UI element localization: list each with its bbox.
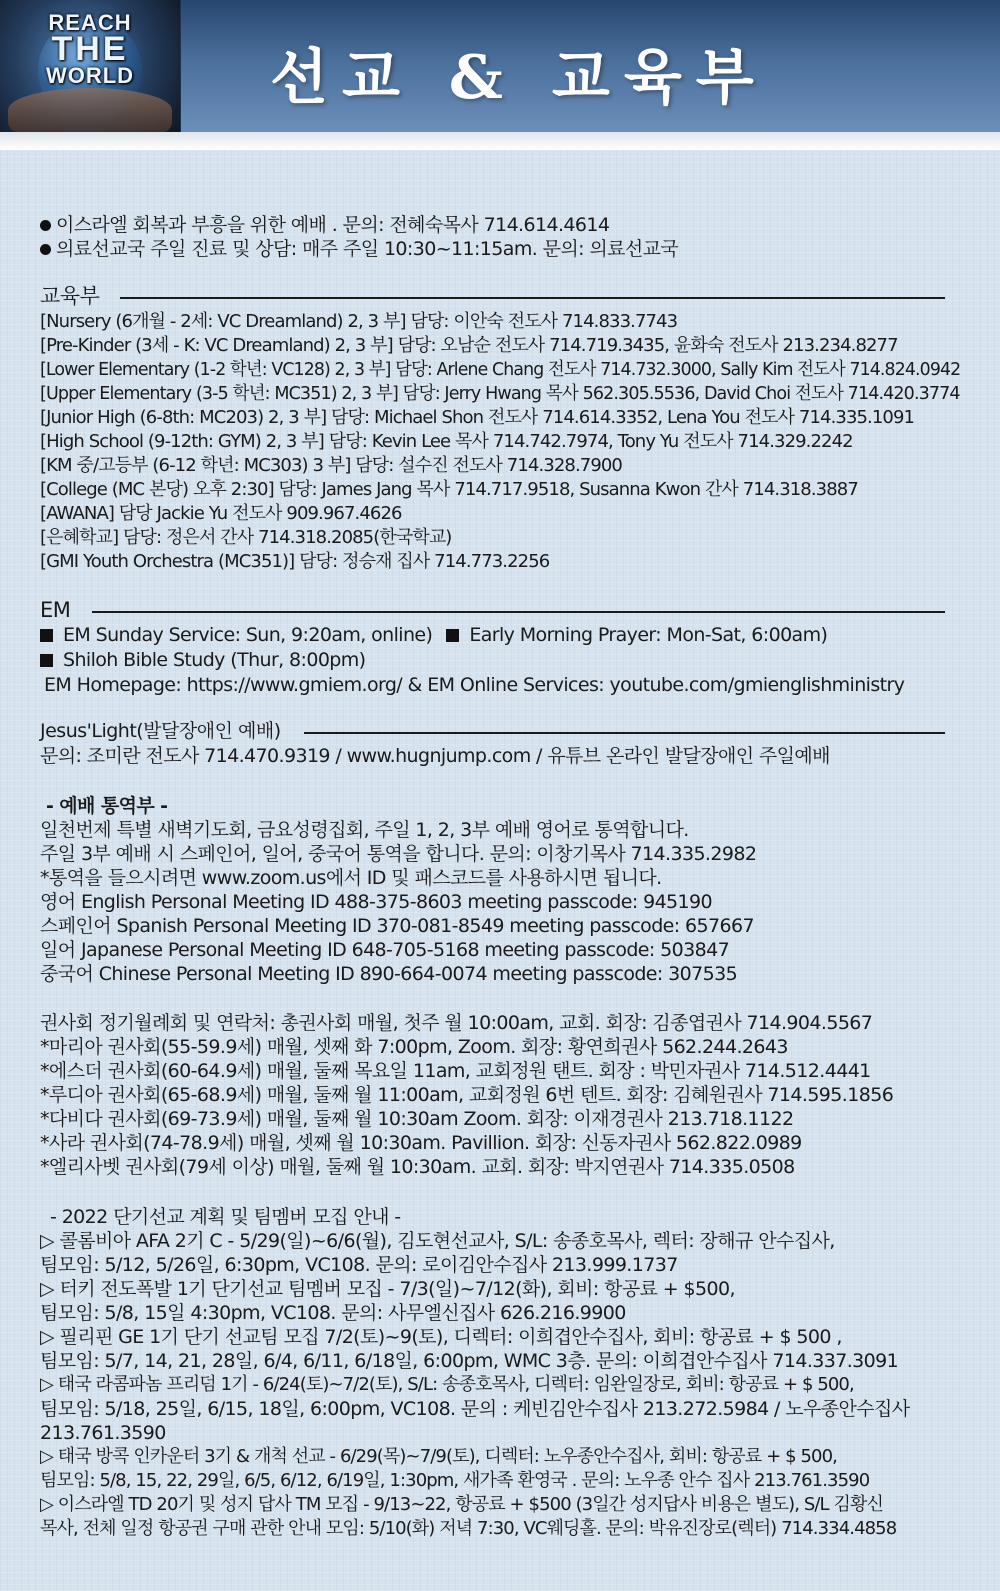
kwonsa-line: *엘리사벳 권사회(79세 이상) 매월, 둘째 월 10:30am. 교회. 회장: 박지연권사 714.335.0508: [40, 1156, 795, 1178]
mission-line: 213.761.3590: [40, 1422, 166, 1444]
kwonsa-line: 권사회 정기월례회 및 연락처: 총권사회 매월, 첫주 월 10:00am, 교회. 회장: 김종엽권사 714.904.5567: [40, 1012, 873, 1034]
mission-line: ▷ 콜롬비아 AFA 2기 C - 5/29(일)~6/6(월), 김도현선교사, S/L: 송종호목사, 렉터: 장해규 안수집사,: [40, 1230, 835, 1252]
kwonsa-line: *에스더 권사회(60-64.9세) 매월, 둘째 목요일 11am, 교회정원 탠트. 회장 : 박민자권사 714.512.4441: [40, 1060, 871, 1082]
translation-line: *통역을 들으시려면 www.zoom.us에서 ID 및 패스코드를 사용하시면 됩니다.: [40, 867, 662, 889]
logo-text-reach: REACH: [48, 10, 132, 35]
education-line: [Junior High (6-8th: MC203) 2, 3 부] 담당: Michael Shon 전도사 714.614.3352, Lena You 전도사 714.335.1091: [40, 407, 915, 428]
education-line: [KM 중/고등부 (6-12 학년: MC303) 3 부] 담당: 설수진 전도사 714.328.7900: [40, 455, 622, 476]
notice-item: 이스라엘 회복과 부흥을 위한 예배 . 문의: 전혜숙목사 714.614.4614: [40, 213, 609, 237]
header-banner: [0, 0, 1000, 132]
mission-line: ▷ 태국 라콤파놈 프리덤 1기 - 6/24(토)~7/2(토), S/L: 송종호목사, 디렉터: 임완일장로, 회비: 항공료 + $ 500,: [40, 1374, 854, 1395]
mission-title: - 2022 단기선교 계획 및 팀멤버 모집 안내 -: [50, 1206, 401, 1228]
mission-line: ▷ 필리핀 GE 1기 단기 선교팀 모집 7/2(토)~9(토), 디렉터: 이희겹안수집사, 회비: 항공료 + $ 500 ,: [40, 1326, 842, 1348]
jesus-light-section-header: [40, 719, 945, 743]
em-bible-study-row: [40, 648, 366, 672]
section-divider: [304, 732, 945, 734]
mission-line: 팀모임: 5/7, 14, 21, 28일, 6/4, 6/11, 6/18일, 6:00pm, WMC 3층. 문의: 이희겹안수집사 714.337.3091: [40, 1350, 899, 1372]
reach-the-world-logo: [0, 0, 181, 132]
translation-title: - 예배 통역부 -: [46, 795, 168, 817]
em-bible-study: Shiloh Bible Study (Thur, 8:00pm): [63, 649, 366, 671]
education-section-header: [40, 284, 945, 308]
em-section-header: [40, 598, 945, 622]
square-bullet-icon: [40, 654, 53, 667]
education-line: [AWANA] 담당 Jackie Yu 전도사 909.967.4626: [40, 503, 402, 524]
notice-item: 의료선교국 주일 진료 및 상담: 매주 주일 10:30~11:15am. 문의: 의료선교국: [40, 237, 678, 261]
em-services-row: [40, 623, 827, 647]
em-title: EM: [40, 598, 71, 622]
translation-line: 스페인어 Spanish Personal Meeting ID 370-081-8549 meeting passcode: 657667: [40, 915, 754, 937]
em-homepage: EM Homepage: https://www.gmiem.org/ & EM Online Services: youtube.com/gmienglishministry: [44, 674, 905, 696]
mission-line: 팀모임: 5/12, 5/26일, 6:30pm, VC108. 문의: 로이김안수집사 213.999.1737: [40, 1254, 678, 1276]
mission-line: 팀모임: 5/18, 25일, 6/15, 18일, 6:00pm, VC108. 문의 : 케빈김안수집사 213.272.5984 / 노우종안수집사: [40, 1398, 910, 1420]
section-divider: [120, 297, 945, 299]
translation-line: 영어 English Personal Meeting ID 488-375-8603 meeting passcode: 945190: [40, 891, 713, 913]
jesus-light-title: Jesus'Light(발달장애인 예배): [40, 720, 281, 742]
education-line: [High School (9-12th: GYM) 2, 3 부] 담당: Kevin Lee 목사 714.742.7974, Tony Yu 전도사 714.329.2242: [40, 431, 853, 452]
bullet-icon: [40, 220, 51, 231]
logo-text-the: THE: [51, 30, 129, 68]
education-line: [Pre-Kinder (3세 - K: VC Dreamland) 2, 3 부] 담당: 오남순 전도사 714.719.3435, 윤화숙 전도사 213.234.8277: [40, 335, 898, 356]
em-early-prayer: Early Morning Prayer: Mon-Sat, 6:00am): [469, 624, 828, 646]
education-line: [은혜학교] 담당: 정은서 간사 714.318.2085(한국학교): [40, 527, 452, 548]
mission-line: 팀모임: 5/8, 15, 22, 29일, 6/5, 6/12, 6/19일, 1:30pm, 새가족 환영국 . 문의: 노우종 안수 집사 213.761.3590: [40, 1470, 870, 1491]
mission-line: ▷ 이스라엘 TD 20기 및 성지 답사 TM 모집 - 9/13~22, 항공료 + $500 (3일간 성지답사 비용은 별도), S/L 김황신: [40, 1494, 883, 1515]
mission-line: ▷ 터키 전도폭발 1기 단기선교 팀멤버 모집 - 7/3(일)~7/12(화), 회비: 항공료 + $500,: [40, 1278, 735, 1300]
jesus-light-contact: 문의: 조미란 전도사 714.470.9319 / www.hugnjump.com / 유튜브 온라인 발달장애인 주일예배: [40, 745, 830, 767]
header-divider: [0, 132, 1000, 150]
education-line: [Nursery (6개월 - 2세: VC Dreamland) 2, 3 부] 담당: 이안숙 전도사 714.833.7743: [40, 311, 678, 332]
section-divider: [92, 611, 945, 613]
hands-icon: [8, 88, 172, 132]
page-title: 선교 & 교육부: [270, 43, 768, 113]
square-bullet-icon: [446, 629, 459, 642]
mission-line: 팀모임: 5/8, 15일 4:30pm, VC108. 문의: 사무엘신집사 626.216.9900: [40, 1302, 626, 1324]
kwonsa-line: *루디아 권사회(65-68.9세) 매월, 둘째 월 11:00am, 교회정원 6번 텐트. 회장: 김혜원권사 714.595.1856: [40, 1084, 894, 1106]
mission-line: ▷ 태국 방콕 인카운터 3기 & 개척 선교 - 6/29(목)~7/9(토), 디렉터: 노우종안수집사, 회비: 항공료 + $ 500,: [40, 1446, 837, 1467]
translation-line: 일어 Japanese Personal Meeting ID 648-705-5168 meeting passcode: 503847: [40, 939, 730, 961]
logo-text-world: WORLD: [45, 63, 135, 88]
translation-line: 주일 3부 예배 시 스페인어, 일어, 중국어 통역을 합니다. 문의: 이창기목사 714.335.2982: [40, 843, 757, 865]
kwonsa-line: *마리아 권사회(55-59.9세) 매월, 셋째 화 7:00pm, Zoom. 회장: 황연희권사 562.244.2643: [40, 1036, 788, 1058]
education-line: [Upper Elementary (3-5 학년: MC351) 2, 3 부] 담당: Jerry Hwang 목사 562.305.5536, David Choi 전도사 714.420.3774: [40, 383, 960, 404]
translation-line: 중국어 Chinese Personal Meeting ID 890-664-0074 meeting passcode: 307535: [40, 963, 738, 985]
education-title: 교육부: [40, 284, 100, 308]
translation-line: 일천번제 특별 새벽기도회, 금요성령집회, 주일 1, 2, 3부 예배 영어로 통역합니다.: [40, 819, 689, 841]
kwonsa-line: *사라 권사회(74-78.9세) 매월, 셋째 월 10:30am. Pavillion. 회장: 신동자권사 562.822.0989: [40, 1132, 802, 1154]
em-sunday-service: EM Sunday Service: Sun, 9:20am, online): [63, 624, 433, 646]
square-bullet-icon: [40, 629, 53, 642]
mission-line: 목사, 전체 일정 항공권 구매 관한 안내 모임: 5/10(화) 저녁 7:30, VC웨딩홀. 문의: 박유진장로(렉터) 714.334.4858: [40, 1518, 897, 1539]
education-line: [Lower Elementary (1-2 학년: VC128) 2, 3 부] 담당: Arlene Chang 전도사 714.732.3000, Sally Kim 전도사 714.824.0942: [40, 359, 961, 380]
bullet-icon: [40, 244, 51, 255]
education-line: [College (MC 본당) 오후 2:30] 담당: James Jang 목사 714.717.9518, Susanna Kwon 간사 714.318.3887: [40, 479, 858, 500]
kwonsa-line: *다비다 권사회(69-73.9세) 매월, 둘째 월 10:30am Zoom. 회장: 이재경권사 213.718.1122: [40, 1108, 794, 1130]
education-line: [GMI Youth Orchestra (MC351)] 담당: 정승재 집사 714.773.2256: [40, 551, 550, 572]
